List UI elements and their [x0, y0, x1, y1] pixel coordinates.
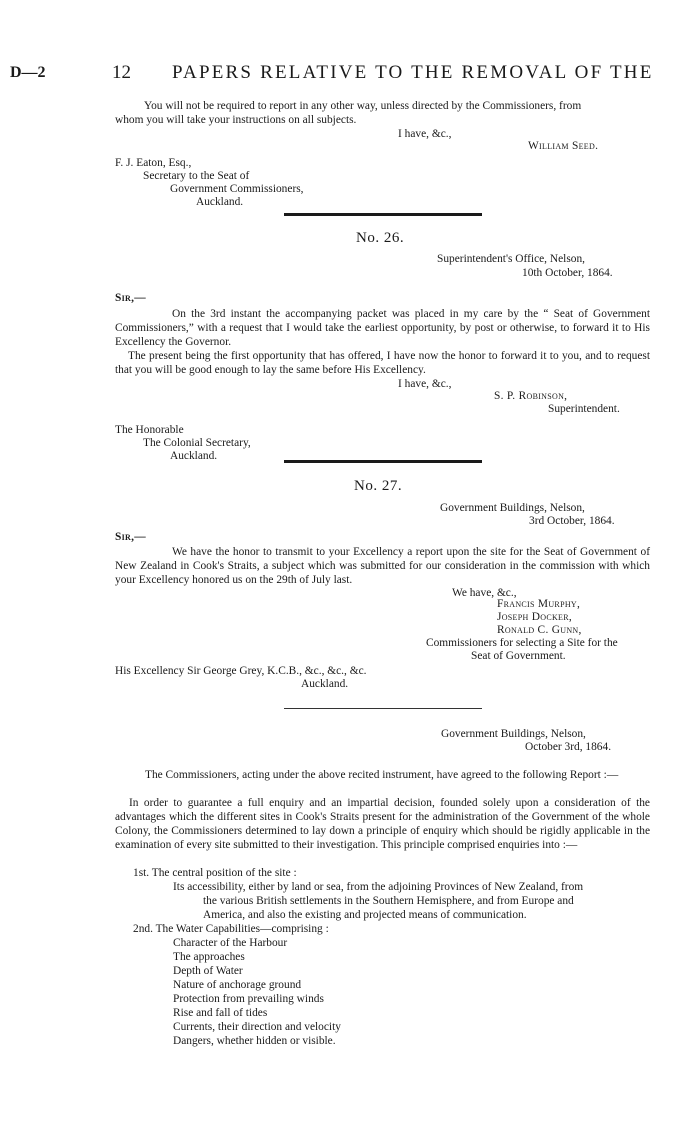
letter27-para1-text: We have the honor to transmit to your Excellency a report upon the site for the Seat of Government of New Zealand in Cook's Straits, a subject which was submitted for our consideration in the commission with which your Excellency honored us on the 29th of July last.	[115, 546, 650, 586]
report-item1-line3: America, and also the existing and projected means of communication.	[203, 909, 527, 921]
letter26-closing: I have, &c.,	[398, 378, 452, 390]
letter25-addressee-4: Auckland.	[196, 196, 244, 208]
letter27-place: Government Buildings, Nelson,	[440, 502, 585, 514]
letter27-signatory-1: Francis Murphy,	[497, 598, 581, 610]
letter26-date: 10th October, 1864.	[522, 267, 613, 279]
letter26-para2-text: The present being the first opportunity that has offered, I have now the honor to forward it to you, and to request that you will be good enough to lay the same before His Excellency.	[115, 350, 650, 376]
report-date: October 3rd, 1864.	[525, 741, 612, 753]
report-intro-text: The Commissioners, acting under the above recited instrument, have agreed to the following Report :—	[145, 769, 619, 781]
letter25-body-line2: whom you will take your instructions on all subjects.	[115, 114, 357, 126]
report-item2-list-item: Dangers, whether hidden or visible.	[173, 1035, 336, 1047]
letter26-signature: S. P. Robinson,	[494, 390, 568, 402]
letter27-signatory-title-1: Commissioners for selecting a Site for the	[426, 637, 618, 649]
report-para1-text: In order to guarantee a full enquiry and an impartial decision, founded solely upon a consideration of the advantages which the different sites in Cook's Straits present for the administration of the Government of the whole Colony, the Commissioners determined to lay down a principle of enquiry which should be rigidly applicable in the examination of every site submitted to their investigation. This principle comprised enquiries into :—	[115, 797, 650, 851]
letter26-place: Superintendent's Office, Nelson,	[437, 253, 585, 265]
letter27-number: No. 27.	[354, 478, 403, 494]
letter26-addressee-2: The Colonial Secretary,	[143, 437, 251, 449]
report-para1	[115, 796, 650, 852]
letter25-closing: I have, &c.,	[398, 128, 452, 140]
letter26-addressee-3: Auckland.	[170, 450, 218, 462]
letter25-addressee-2: Secretary to the Seat of	[143, 170, 250, 182]
letter25-signature: William Seed.	[528, 140, 599, 152]
report-item1-heading: 1st. The central position of the site :	[133, 867, 297, 879]
report-item2-list-item: Rise and fall of tides	[173, 1007, 268, 1019]
section-divider	[284, 213, 482, 216]
page-number: 12	[112, 62, 131, 83]
report-item1-line1: Its accessibility, either by land or sea, from the adjoining Provinces of New Zealand, from	[173, 881, 584, 893]
letter26-signature-title: Superintendent.	[548, 403, 620, 415]
letter27-addressee-2: Auckland.	[301, 678, 349, 690]
running-title: PAPERS RELATIVE TO THE REMOVAL OF THE	[172, 62, 654, 83]
report-item2-list-item: Character of the Harbour	[173, 937, 288, 949]
letter26-para1	[115, 307, 650, 349]
report-item1	[133, 866, 583, 922]
report-item2-list-item: Protection from prevailing winds	[173, 993, 324, 1005]
letter27-signatory-3: Ronald C. Gunn,	[497, 624, 582, 636]
report-item2-list-item: Depth of Water	[173, 965, 243, 977]
report-item2-heading: 2nd. The Water Capabilities—comprising :	[133, 923, 329, 935]
letter25-addressee-3: Government Commissioners,	[170, 183, 304, 195]
sheet-code: D—2	[10, 64, 46, 81]
report-place: Government Buildings, Nelson,	[441, 728, 586, 740]
report-item2	[133, 922, 341, 1048]
letter27-addressee-1: His Excellency Sir George Grey, K.C.B., &c., &c., &c.	[115, 665, 367, 677]
letter26-number: No. 26.	[356, 230, 405, 246]
letter26-para2	[115, 349, 650, 377]
report-intro	[115, 768, 650, 782]
letter27-closing: We have, &c.,	[452, 587, 517, 599]
letter26-salutation: Sir,—	[115, 292, 146, 304]
letter25-body-line1: You will not be required to report in any other way, unless directed by the Commissioners, from	[144, 100, 582, 112]
report-item2-list-item: The approaches	[173, 951, 245, 963]
report-item1-line2: the various British settlements in the Southern Hemisphere, and from Europe and	[203, 895, 574, 907]
letter27-signatory-2: Joseph Docker,	[497, 611, 573, 623]
letter27-para1	[115, 545, 650, 587]
letter27-signatory-title-2: Seat of Government.	[471, 650, 566, 662]
section-divider	[284, 708, 482, 709]
report-item2-list-item: Nature of anchorage ground	[173, 979, 302, 991]
report-item2-list-item: Currents, their direction and velocity	[173, 1021, 341, 1033]
letter27-date: 3rd October, 1864.	[529, 515, 615, 527]
letter26-para1-text: On the 3rd instant the accompanying packet was placed in my care by the “ Seat of Government Commissioners,” with a request that I would take the earliest opportunity, by post or otherwise, to forward it to His Excellency the Governor.	[115, 308, 650, 348]
section-divider	[284, 460, 482, 463]
letter26-addressee-1: The Honorable	[115, 424, 184, 436]
letter25-addressee-1: F. J. Eaton, Esq.,	[115, 157, 192, 169]
letter27-salutation: Sir,—	[115, 531, 146, 543]
